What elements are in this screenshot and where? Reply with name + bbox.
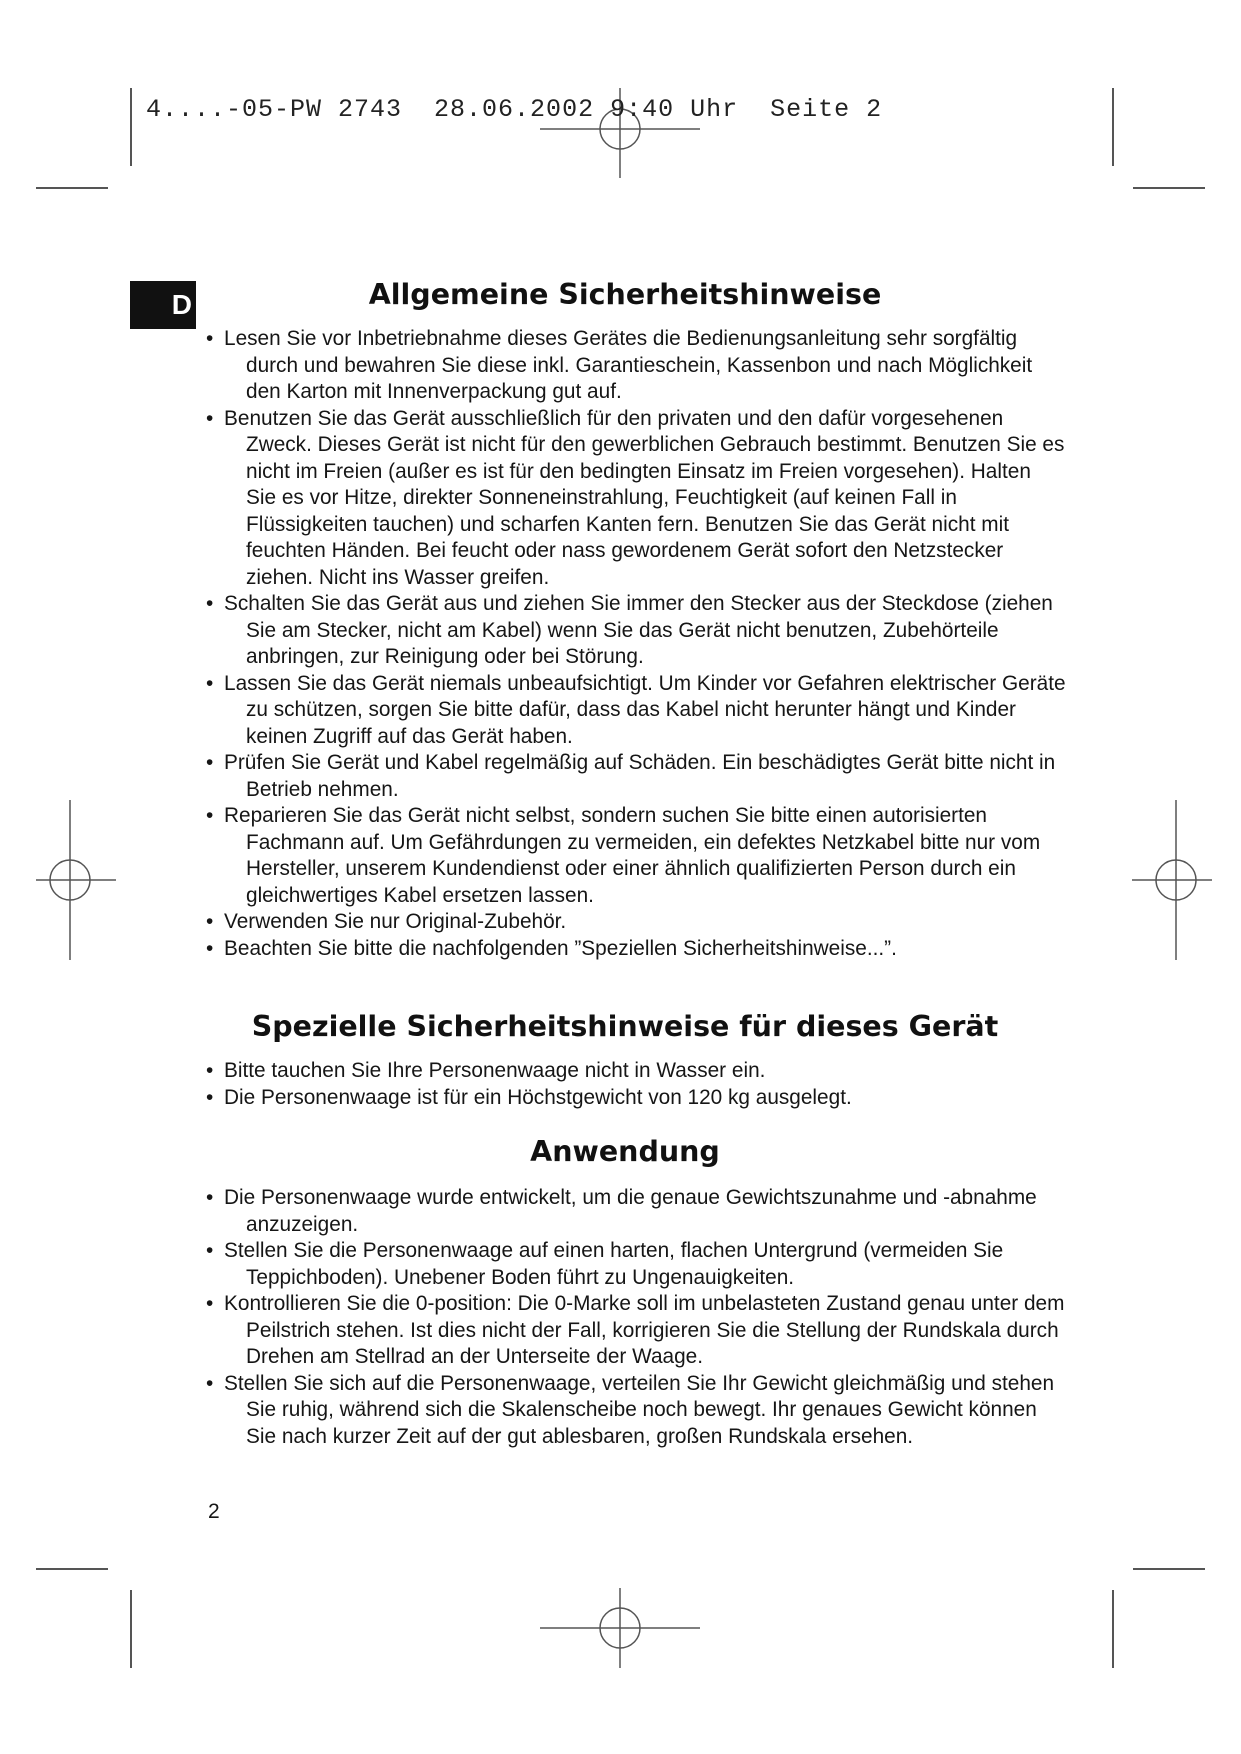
general-safety-list — [206, 326, 1066, 962]
registration-mark-left-icon — [36, 800, 116, 960]
crop-mark-top-right-h — [1133, 187, 1205, 189]
list-item: • Lesen Sie vor Inbetriebnahme dieses Gerätes die Bedienungsanleitung sehr sorgfältig durch und bewahren Sie diese inkl. Garantieschein, Kassenbon und nach Möglichkeit den Karton mit Innenverpackung gut auf. — [206, 326, 1066, 406]
language-tab: D — [130, 281, 196, 329]
print-header: 4....-05-PW 2743 28.06.2002 9:40 Uhr Seite 2 — [146, 95, 883, 124]
page-number: 2 — [208, 1500, 220, 1523]
list-item: • Bitte tauchen Sie Ihre Personenwaage nicht in Wasser ein. — [206, 1058, 1066, 1085]
list-item: • Kontrollieren Sie die 0-position: Die 0-Marke soll im unbelasteten Zustand genau unter dem Peilstrich stehen. Ist dies nicht der Fall, korrigieren Sie die Stellung der Rundskala durch Drehen am Stellrad an der Unterseite der Waage. — [206, 1291, 1066, 1371]
list-item: • Prüfen Sie Gerät und Kabel regelmäßig auf Schäden. Ein beschädigtes Gerät bitte nicht in Betrieb nehmen. — [206, 750, 1066, 803]
special-safety-list — [206, 1058, 1066, 1111]
list-item: • Stellen Sie sich auf die Personenwaage, verteilen Sie Ihr Gewicht gleichmäßig und stehen Sie ruhig, während sich die Skalenscheibe noch bewegt. Ihr genaues Gewicht können Sie nach kurzer Zeit auf der gut ablesbaren, großen Rundskala ersehen. — [206, 1371, 1066, 1451]
crop-mark-bottom-right — [1112, 1590, 1114, 1668]
list-item: • Die Personenwaage ist für ein Höchstgewicht von 120 kg ausgelegt. — [206, 1085, 1066, 1112]
crop-mark-bottom-left-h — [36, 1568, 108, 1570]
section-title-special-safety: Spezielle Sicherheitshinweise für dieses Gerät — [251, 1010, 999, 1043]
crop-mark-bottom-left — [130, 1590, 132, 1668]
usage-list — [206, 1185, 1066, 1450]
list-item: • Benutzen Sie das Gerät ausschließlich für den privaten und den dafür vorgesehenen Zweck. Dieses Gerät ist nicht für den gewerblichen Gebrauch bestimmt. Benutzen Sie es nicht im Freien (außer es ist für den bedingten Einsatz im Freien vorgesehen). Halten Sie es vor Hitze, direkter Sonneneinstrahlung, Feuchtigkeit (auf keinen Fall in Flüssigkeiten tauchen) und scharfen Kanten fern. Benutzen Sie das Gerät nicht mit feuchten Händen. Bei feucht oder nass gewordenem Gerät sofort den Netzstecker ziehen. Nicht ins Wasser greifen. — [206, 406, 1066, 592]
list-item: • Lassen Sie das Gerät niemals unbeaufsichtigt. Um Kinder vor Gefahren elektrischer Geräte zu schützen, sorgen Sie bitte dafür, dass das Kabel nicht herunter hängt und Kinder keinen Zugriff auf das Gerät haben. — [206, 671, 1066, 751]
list-item: • Die Personenwaage wurde entwickelt, um die genaue Gewichtszunahme und -abnahme anzuzeigen. — [206, 1185, 1066, 1238]
list-item: • Beachten Sie bitte die nachfolgenden ”Speziellen Sicherheitshinweise...”. — [206, 936, 1066, 963]
crop-mark-top-left-h — [36, 187, 108, 189]
crop-mark-top-right — [1112, 88, 1114, 166]
registration-mark-bottom-icon — [540, 1588, 700, 1668]
list-item: • Reparieren Sie das Gerät nicht selbst, sondern suchen Sie bitte einen autorisierten Fachmann auf. Um Gefährdungen zu vermeiden, ein defektes Netzkabel bitte nur vom Hersteller, unserem Kundendienst oder einer ähnlich qualifizierten Person durch ein gleichwertiges Kabel ersetzen lassen. — [206, 803, 1066, 909]
list-item: • Stellen Sie die Personenwaage auf einen harten, flachen Untergrund (vermeiden Sie Teppichboden). Unebener Boden führt zu Ungenauigkeiten. — [206, 1238, 1066, 1291]
crop-mark-top-left — [130, 88, 132, 166]
section-title-general-safety: Allgemeine Sicherheitshinweise — [368, 278, 882, 311]
list-item: • Schalten Sie das Gerät aus und ziehen Sie immer den Stecker aus der Steckdose (ziehen Sie am Stecker, nicht am Kabel) wenn Sie das Gerät nicht benutzen, Zubehörteile anbringen, zur Reinigung oder bei Störung. — [206, 591, 1066, 671]
section-title-usage: Anwendung — [530, 1135, 720, 1168]
crop-mark-bottom-right-h — [1133, 1568, 1205, 1570]
list-item: • Verwenden Sie nur Original-Zubehör. — [206, 909, 1066, 936]
registration-mark-right-icon — [1132, 800, 1212, 960]
